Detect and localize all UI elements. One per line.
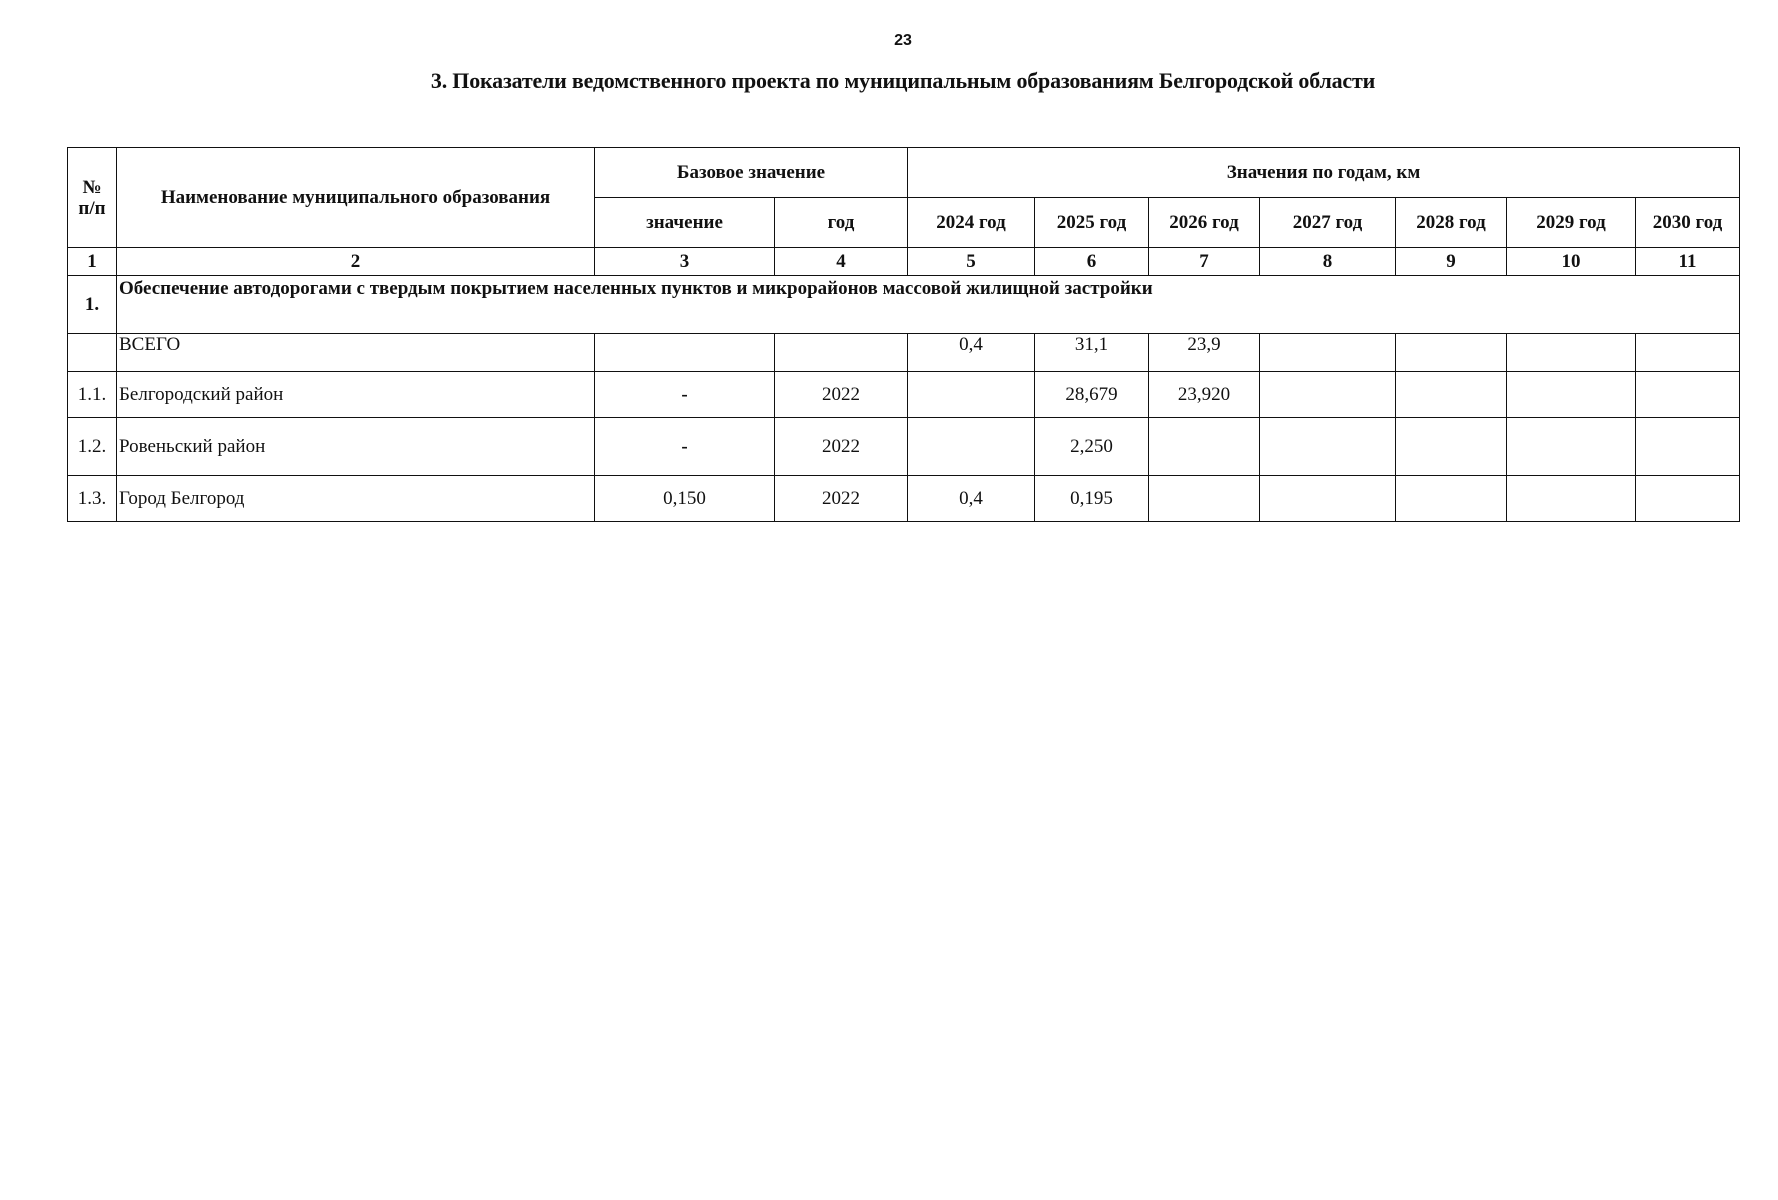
row-value-2025: 28,679 (1035, 372, 1149, 418)
row-value-2029 (1507, 334, 1636, 372)
row-value-2026: 23,9 (1149, 334, 1260, 372)
row-value-2030 (1636, 334, 1740, 372)
row-num: 1.2. (68, 418, 117, 476)
row-value-2028 (1396, 334, 1507, 372)
column-number: 11 (1636, 248, 1740, 276)
table-row (68, 334, 1740, 372)
column-number: 9 (1396, 248, 1507, 276)
column-number: 4 (775, 248, 908, 276)
row-base-year: 2022 (775, 476, 908, 522)
row-value-2028 (1396, 476, 1507, 522)
row-value-2027 (1260, 418, 1396, 476)
row-base-value: - (595, 372, 775, 418)
row-name: ВСЕГО (117, 334, 595, 372)
table-row (68, 372, 1740, 418)
row-value-2030 (1636, 372, 1740, 418)
table-row (68, 476, 1740, 522)
row-name: Белгородский район (117, 372, 595, 418)
header-base-year: год (775, 198, 908, 248)
column-number: 5 (908, 248, 1035, 276)
row-value-2024 (908, 418, 1035, 476)
row-base-value: - (595, 418, 775, 476)
row-value-2025: 0,195 (1035, 476, 1149, 522)
header-base-value: значение (595, 198, 775, 248)
row-value-2027 (1260, 372, 1396, 418)
header-years-group: Значения по годам, км (908, 148, 1740, 198)
column-number: 10 (1507, 248, 1636, 276)
column-numbers-row (68, 248, 1740, 276)
header-num (68, 148, 117, 248)
column-number: 7 (1149, 248, 1260, 276)
column-number: 3 (595, 248, 775, 276)
row-value-2029 (1507, 476, 1636, 522)
row-value-2026: 23,920 (1149, 372, 1260, 418)
row-base-year: 2022 (775, 372, 908, 418)
indicators-table (67, 147, 1740, 522)
header-year-2024: 2024 год (908, 198, 1035, 248)
row-value-2029 (1507, 372, 1636, 418)
header-row-1 (68, 148, 1740, 198)
row-num (68, 334, 117, 372)
header-year-2029: 2029 год (1507, 198, 1636, 248)
column-number: 2 (117, 248, 595, 276)
column-number: 8 (1260, 248, 1396, 276)
row-base-value: 0,150 (595, 476, 775, 522)
row-num: 1.3. (68, 476, 117, 522)
header-num-line2: п/п (78, 197, 106, 219)
row-base-year (775, 334, 908, 372)
row-value-2025: 2,250 (1035, 418, 1149, 476)
header-num-line1: № (82, 176, 102, 198)
row-value-2027 (1260, 334, 1396, 372)
header-year-2030: 2030 год (1636, 198, 1740, 248)
header-year-2027: 2027 год (1260, 198, 1396, 248)
row-value-2030 (1636, 476, 1740, 522)
row-value-2026 (1149, 418, 1260, 476)
section-number: 1. (68, 276, 117, 334)
table-row (68, 418, 1740, 476)
row-value-2024: 0,4 (908, 334, 1035, 372)
row-value-2026 (1149, 476, 1260, 522)
row-value-2028 (1396, 418, 1507, 476)
page-number: 23 (894, 32, 912, 49)
row-base-value (595, 334, 775, 372)
column-number: 6 (1035, 248, 1149, 276)
header-name: Наименование муниципального образования (117, 148, 595, 248)
header-year-2025: 2025 год (1035, 198, 1149, 248)
column-number: 1 (68, 248, 117, 276)
row-name: Город Белгород (117, 476, 595, 522)
header-base-group: Базовое значение (595, 148, 908, 198)
section-title: Обеспечение автодорогами с твердым покрытием населенных пунктов и микрорайонов массовой жилищной застройки (117, 276, 1740, 334)
row-value-2029 (1507, 418, 1636, 476)
row-value-2024 (908, 372, 1035, 418)
document-title: 3. Показатели ведомственного проекта по муниципальным образованиям Белгородской области (430, 68, 1376, 93)
row-num: 1.1. (68, 372, 117, 418)
header-year-2026: 2026 год (1149, 198, 1260, 248)
row-value-2028 (1396, 372, 1507, 418)
row-value-2025: 31,1 (1035, 334, 1149, 372)
header-year-2028: 2028 год (1396, 198, 1507, 248)
row-name: Ровеньский район (117, 418, 595, 476)
section-row (68, 276, 1740, 334)
row-value-2027 (1260, 476, 1396, 522)
row-value-2030 (1636, 418, 1740, 476)
row-base-year: 2022 (775, 418, 908, 476)
row-value-2024: 0,4 (908, 476, 1035, 522)
